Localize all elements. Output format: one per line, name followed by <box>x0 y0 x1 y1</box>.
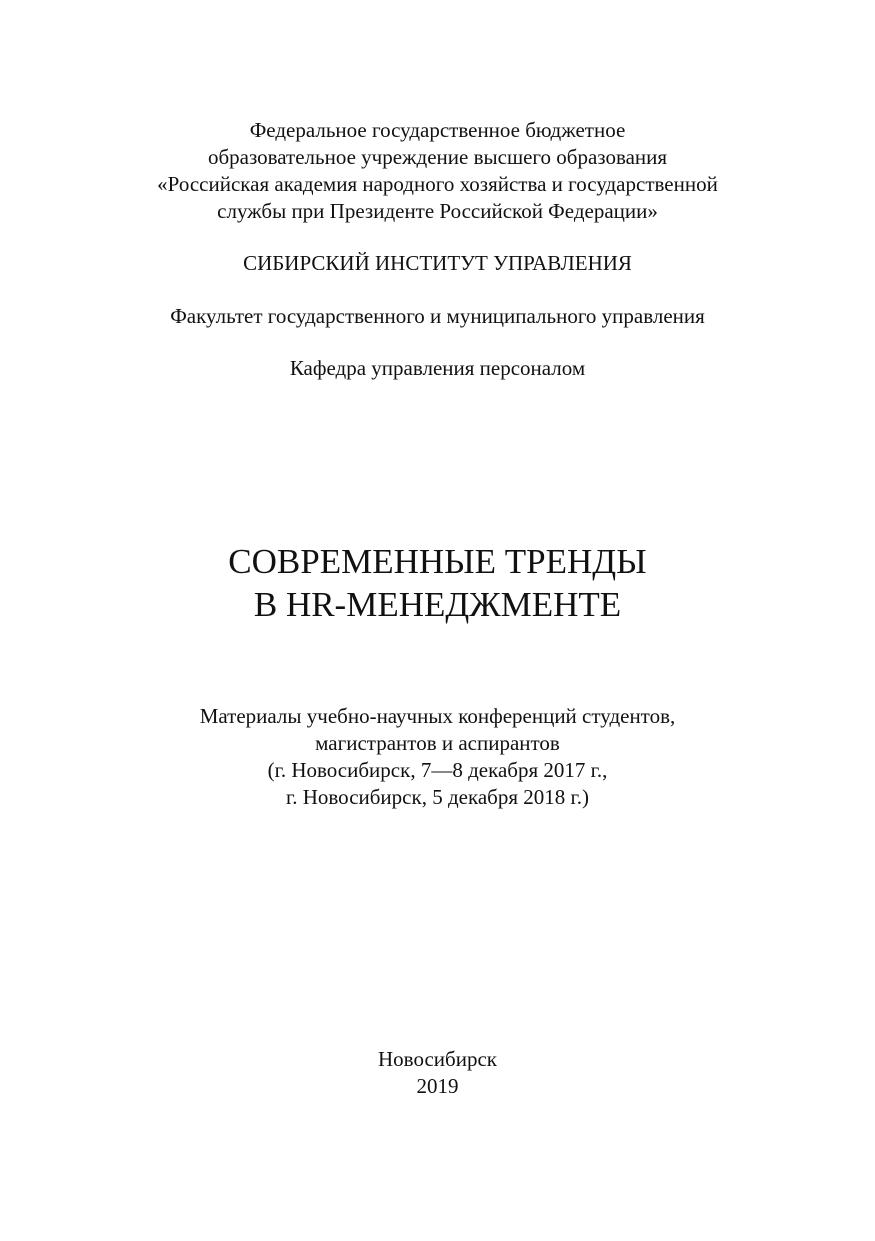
title-line: В HR-МЕНЕДЖМЕНТЕ <box>253 585 622 624</box>
title-line: СОВРЕМЕННЫЕ ТРЕНДЫ <box>228 542 647 581</box>
institute-name <box>0 250 875 277</box>
organization-line: Федеральное государственное бюджетное <box>249 118 626 142</box>
institute-line: СИБИРСКИЙ ИНСТИТУТ УПРАВЛЕНИЯ <box>243 251 632 275</box>
organization-line: «Российская академия народного хозяйства и государственной <box>157 172 718 196</box>
subtitle-line: (г. Новосибирск, 7—8 декабря 2017 г., <box>267 758 608 782</box>
department-name <box>0 355 875 382</box>
subtitle-line: Материалы учебно-научных конференций студентов, <box>199 704 676 728</box>
faculty-line: Факультет государственного и муниципального управления <box>170 304 705 328</box>
imprint <box>0 1046 875 1100</box>
faculty-name <box>0 303 875 330</box>
organization-name <box>0 117 875 225</box>
document-title <box>0 540 875 626</box>
imprint-city: Новосибирск <box>378 1047 497 1071</box>
organization-line: образовательное учреждение высшего образования <box>207 145 668 169</box>
subtitle-line: г. Новосибирск, 5 декабря 2018 г.) <box>285 785 589 809</box>
document-subtitle <box>0 703 875 811</box>
subtitle-line: магистрантов и аспирантов <box>315 731 560 755</box>
department-line: Кафедра управления персоналом <box>289 356 586 380</box>
imprint-year: 2019 <box>416 1074 459 1098</box>
organization-line: службы при Президенте Российской Федерации» <box>217 199 658 223</box>
